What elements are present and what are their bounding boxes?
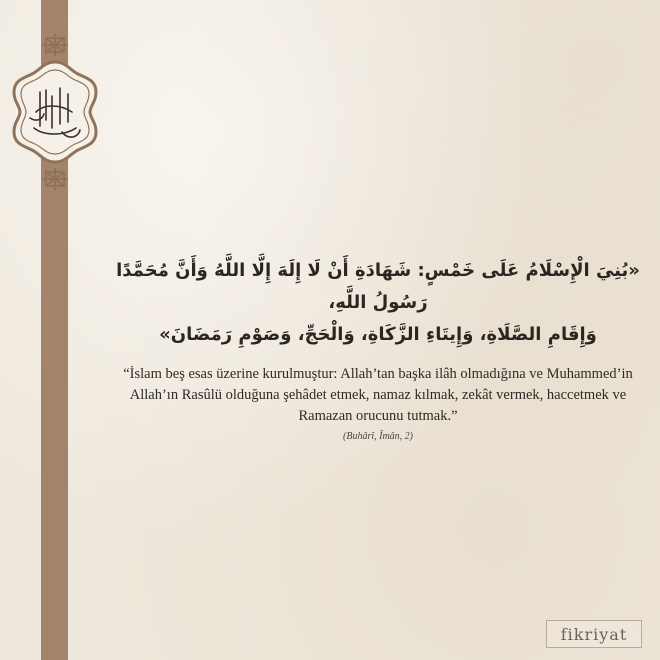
arabic-hadith-line-1: «بُنِيَ الْإِسْلَامُ عَلَى خَمْسٍ: شَهَادَةِ أَنْ لَا إِلَهَ إِلَّا اللَّهُ وَأَنَّ مُحَمَّدًا رَسُولُ اللَّهِ،: [116, 260, 640, 313]
knot-ornament-top: [42, 34, 68, 56]
fikriyat-logo[interactable]: fikriyat: [546, 620, 642, 648]
turkish-translation: [100, 364, 656, 427]
translation-line-2: Allah’ın Rasûlü olduğuna şehâdet etmek, namaz kılmak, zekât vermek, haccetmek ve: [129, 387, 627, 403]
hadith-source: (Buhârî, Îmân, 2): [343, 431, 413, 442]
translation-line-3: Ramazan orucunu tutmak.”: [298, 408, 458, 424]
knot-ornament-bottom: [42, 168, 68, 190]
arabic-hadith-line-2: وَإِقَامِ الصَّلَاةِ، وَإِيتَاءِ الزَّكَاةِ، وَالْحَجِّ، وَصَوْمِ رَمَضَانَ»: [159, 324, 597, 345]
hadith-block: [100, 255, 656, 442]
translation-line-1: “İslam beş esas üzerine kurulmuştur: Allah’tan başka ilâh olmadığına ve Muhammed’in: [123, 366, 633, 382]
salawat-emblem: [0, 0, 110, 200]
